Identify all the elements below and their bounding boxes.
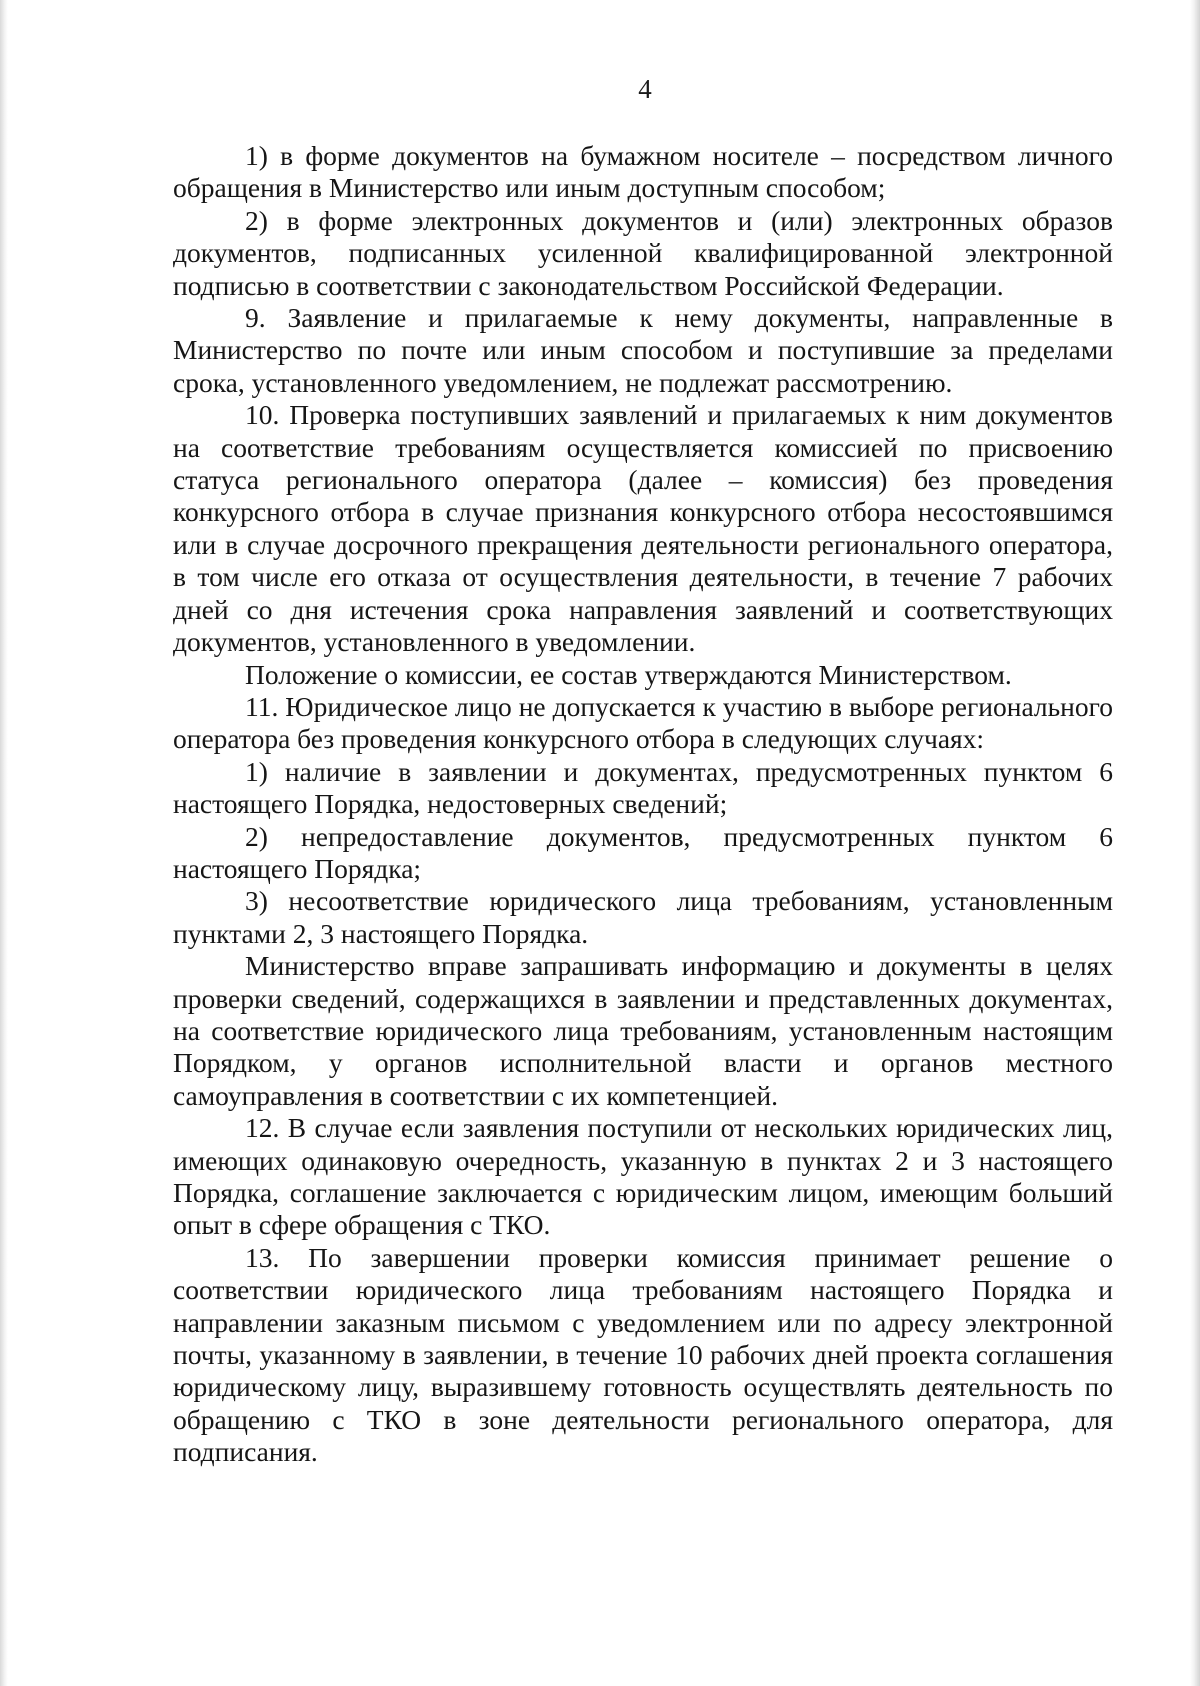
paragraph-clause-11-item-1: 1) наличие в заявлении и документах, предусмотренных пунктом 6 настоящего Порядка, недостоверных сведений; <box>173 755 1113 820</box>
paragraph-clause-9: 9. Заявление и прилагаемые к нему документы, направленные в Министерство по почте или иным способом и поступившие за пределами срока, установленного уведомлением, не подлежат рассмотрению. <box>173 302 1113 398</box>
paragraph-clause-10: 10. Проверка поступивших заявлений и прилагаемых к ним документов на соответствие требованиям осуществляется комиссией по присвоению статуса регионального оператора (далее – комиссия) без проведения конкурсного отбора в случае признания конкурсного отбора несостоявшимся или в случае досрочного прекращения деятельности регионального оператора, в том числе его отказа от осуществления деятельности, в течение 7 рабочих дней со дня истечения срока направления заявлений и соответствующих документов, установленного в уведомлении. <box>173 399 1113 658</box>
paragraph-clause-12: 12. В случае если заявления поступили от нескольких юридических лиц, имеющих одинаковую очередность, указанную в пунктах 2 и 3 настоящего Порядка, соглашение заключается с юридическим лицом, имеющим больший опыт в сфере обращения с ТКО. <box>173 1112 1113 1241</box>
paragraph-item-1-paper-form: 1) в форме документов на бумажном носителе – посредством личного обращения в Министерство или иным доступным способом; <box>173 140 1113 204</box>
paragraph-clause-11-item-3: 3) несоответствие юридического лица требованиям, установленным пунктами 2, 3 настоящего Порядка. <box>173 885 1113 949</box>
document-body <box>173 140 1113 1469</box>
page-number: 4 <box>638 74 652 104</box>
scan-edge-right <box>1190 0 1200 1686</box>
paragraph-clause-11: 11. Юридическое лицо не допускается к участию в выборе регионального оператора без проведения конкурсного отбора в следующих случаях: <box>173 690 1113 755</box>
paragraph-commission-regulation: Положение о комиссии, ее состав утверждаются Министерством. <box>245 658 1012 690</box>
paragraph-item-2-electronic-form: 2) в форме электронных документов и (или) электронных образов документов, подписанных усиленной квалифицированной электронной подписью в соответствии с законодательством Российской Федерации. <box>173 204 1113 301</box>
paragraph-clause-13: 13. По завершении проверки комиссия принимает решение о соответствии юридического лица требованиям настоящего Порядка и направлении заказным письмом с уведомлением или по адресу электронной почты, указанному в заявлении, в течение 10 рабочих дней проекта соглашения юридическому лицу, выразившему готовность осуществлять деятельность по обращению с ТКО в зоне деятельности регионального оператора, для подписания. <box>173 1241 1113 1468</box>
scan-edge-left <box>0 0 8 1686</box>
paragraph-clause-11-item-2: 2) непредоставление документов, предусмотренных пунктом 6 настоящего Порядка; <box>173 820 1113 884</box>
paragraph-ministry-request: Министерство вправе запрашивать информацию и документы в целях проверки сведений, содержащихся в заявлении и представленных документах, на соответствие юридического лица требованиям, установленным настоящим Порядком, у органов исполнительной власти и органов местного самоуправления в соответствии с их компетенцией. <box>173 950 1113 1111</box>
